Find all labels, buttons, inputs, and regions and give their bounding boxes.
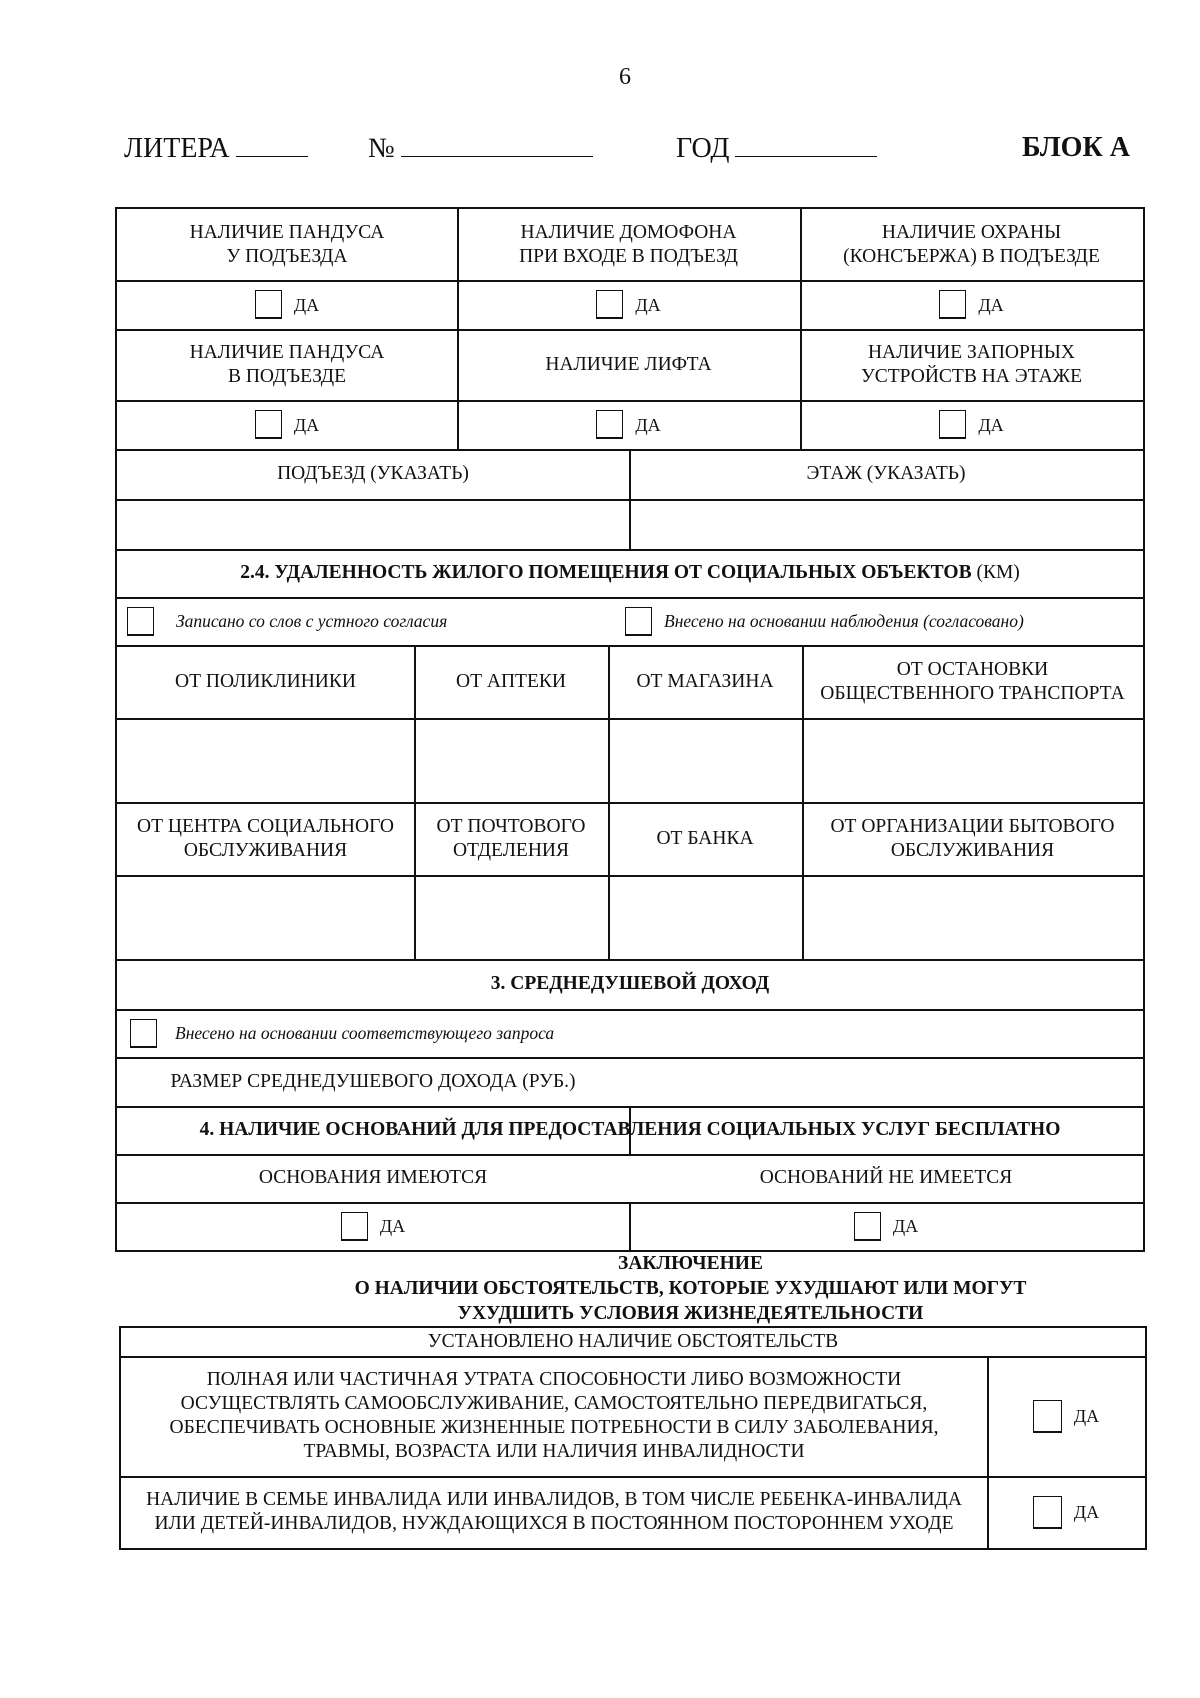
checkbox[interactable] — [939, 290, 966, 319]
established-label: УСТАНОВЛЕНО НАЛИЧИЕ ОБСТОЯТЕЛЬСТВ — [427, 1331, 839, 1352]
transport-stop-label: ОТ ОСТАНОВКИ ОБЩЕСТВЕННОГО ТРАНСПОРТА — [820, 658, 1125, 704]
elevator-label: НАЛИЧИЕ ЛИФТА — [545, 353, 712, 375]
grounds-exist-label: ОСНОВАНИЯ ИМЕЮТСЯ — [258, 1167, 488, 1188]
transport-stop-input[interactable] — [802, 718, 1143, 802]
yes-label: ДА — [1073, 1406, 1100, 1426]
year-label: ГОД — [676, 133, 730, 164]
pharmacy-input[interactable] — [414, 718, 608, 802]
litera-field[interactable] — [124, 132, 308, 165]
checkbox[interactable] — [127, 607, 154, 636]
checkbox[interactable] — [939, 410, 966, 439]
section-4-title: 4. НАЛИЧИЕ ОСНОВАНИЙ ДЛЯ ПРЕДОСТАВЛЕНИЯ СОЦИАЛЬНЫХ УСЛУГ БЕСПЛАТНО — [199, 1119, 1061, 1140]
social-center-label: ОТ ЦЕНТРА СОЦИАЛЬНОГО ОБСЛУЖИВАНИЯ — [137, 815, 394, 861]
checkbox[interactable] — [625, 607, 652, 636]
grounds-none-label: ОСНОВАНИЙ НЕ ИМЕЕТСЯ — [759, 1167, 1013, 1188]
household-service-input[interactable] — [802, 875, 1143, 959]
block-a-form — [115, 207, 1145, 1252]
polyclinic-input[interactable] — [117, 718, 414, 802]
year-field[interactable] — [676, 132, 877, 165]
number-blank[interactable] — [401, 132, 593, 157]
checkbox[interactable] — [596, 290, 623, 319]
income-label: РАЗМЕР СРЕДНЕДУШЕВОГО ДОХОДА (РУБ.) — [170, 1070, 576, 1092]
item-self-care-loss: ПОЛНАЯ ИЛИ ЧАСТИЧНАЯ УТРАТА СПОСОБНОСТИ ЛИБО ВОЗМОЖНОСТИ ОСУЩЕСТВЛЯТЬ САМООБСЛУЖИВАНИЕ, САМОСТОЯТЕЛЬНО ПЕРЕДВИГАТЬСЯ, ОБЕСПЕЧИВАТЬ ОСНОВНЫЕ ЖИЗНЕННЫЕ ПОТРЕБНОСТИ В СИЛУ ЗАБОЛЕВАНИЯ, ТРАВМЫ, ВОЗРАСТА ИЛИ НАЛИЧИЯ ИНВАЛИДНОСТИ — [169, 1369, 939, 1462]
checkbox[interactable] — [341, 1212, 368, 1241]
section-2-4-unit: (КМ) — [976, 562, 1020, 583]
floor-input[interactable] — [629, 499, 1143, 549]
number-field[interactable] — [368, 132, 593, 165]
page-number: 6 — [619, 64, 631, 90]
yes-label: ДА — [1073, 1502, 1100, 1522]
shop-label: ОТ МАГАЗИНА — [636, 670, 774, 692]
option-request[interactable] — [130, 1009, 1130, 1057]
yes-label: ДА — [978, 294, 1004, 315]
social-center-input[interactable] — [117, 875, 414, 959]
block-label: БЛОК А — [1022, 132, 1130, 163]
yes-label: ДА — [379, 1216, 406, 1236]
entrance-input[interactable] — [117, 499, 629, 549]
yes-label: ДА — [293, 414, 320, 435]
litera-label: ЛИТЕРА — [124, 133, 230, 164]
ramp-inside-yes[interactable] — [117, 400, 457, 449]
conclusion-table — [119, 1326, 1147, 1550]
income-input[interactable] — [629, 1057, 1143, 1106]
option-oral[interactable] — [127, 597, 627, 645]
elevator-yes[interactable] — [457, 400, 800, 449]
option-observation-label: Внесено на основании наблюдения (согласовано) — [664, 611, 1024, 631]
option-request-label: Внесено на основании соответствующего запроса — [175, 1023, 555, 1043]
checkbox[interactable] — [255, 290, 282, 319]
yes-label: ДА — [635, 294, 661, 315]
section-3-title: 3. СРЕДНЕДУШЕВОЙ ДОХОД — [490, 973, 770, 994]
section-2-4-title-text: 2.4. УДАЛЕННОСТЬ ЖИЛОГО ПОМЕЩЕНИЯ ОТ СОЦИАЛЬНЫХ ОБЪЕКТОВ — [240, 562, 972, 583]
yes-label: ДА — [978, 414, 1004, 435]
ramp-entrance-yes[interactable] — [117, 280, 457, 329]
option-oral-label: Записано со слов с устного согласия — [176, 611, 448, 631]
locking-devices-yes[interactable] — [800, 400, 1143, 449]
number-label: № — [368, 133, 395, 164]
post-office-input[interactable] — [414, 875, 608, 959]
yes-label: ДА — [293, 294, 320, 315]
floor-label: ЭТАЖ (УКАЗАТЬ) — [806, 463, 966, 484]
entrance-label: ПОДЪЕЗД (УКАЗАТЬ) — [277, 463, 469, 484]
grounds-none-yes[interactable] — [629, 1202, 1143, 1250]
yes-label: ДА — [635, 414, 661, 435]
checkbox[interactable] — [130, 1019, 157, 1048]
conclusion-title: ЗАКЛЮЧЕНИЕ — [618, 1253, 763, 1274]
bank-input[interactable] — [608, 875, 802, 959]
section-2-4-title — [117, 549, 1143, 597]
checkbox[interactable] — [1033, 1400, 1062, 1433]
post-office-label: ОТ ПОЧТОВОГО ОТДЕЛЕНИЯ — [436, 815, 586, 861]
pharmacy-label: ОТ АПТЕКИ — [456, 670, 566, 692]
security-yes[interactable] — [800, 280, 1143, 329]
ramp-entrance-label: НАЛИЧИЕ ПАНДУСА У ПОДЪЕЗДА — [189, 221, 385, 267]
checkbox[interactable] — [596, 410, 623, 439]
shop-input[interactable] — [608, 718, 802, 802]
checkbox[interactable] — [854, 1212, 881, 1241]
option-observation[interactable] — [625, 597, 1143, 645]
intercom-label: НАЛИЧИЕ ДОМОФОНА ПРИ ВХОДЕ В ПОДЪЕЗД — [519, 221, 738, 267]
year-blank[interactable] — [735, 132, 877, 157]
household-service-label: ОТ ОРГАНИЗАЦИИ БЫТОВОГО ОБСЛУЖИВАНИЯ — [830, 815, 1115, 861]
locking-devices-label: НАЛИЧИЕ ЗАПОРНЫХ УСТРОЙСТВ НА ЭТАЖЕ — [860, 341, 1083, 387]
grounds-exist-yes[interactable] — [117, 1202, 629, 1250]
intercom-yes[interactable] — [457, 280, 800, 329]
security-label: НАЛИЧИЕ ОХРАНЫ (КОНСЪЕРЖА) В ПОДЪЕЗДЕ — [843, 221, 1100, 267]
checkbox[interactable] — [255, 410, 282, 439]
bank-label: ОТ БАНКА — [656, 827, 754, 849]
litera-blank[interactable] — [236, 132, 308, 157]
conclusion-subtitle-2: УХУДШИТЬ УСЛОВИЯ ЖИЗНЕДЕЯТЕЛЬНОСТИ — [457, 1303, 924, 1324]
item-self-care-loss-yes[interactable] — [987, 1356, 1145, 1476]
checkbox[interactable] — [1033, 1496, 1062, 1529]
conclusion-subtitle-1: О НАЛИЧИИ ОБСТОЯТЕЛЬСТВ, КОТОРЫЕ УХУДШАЮТ ИЛИ МОГУТ — [354, 1278, 1027, 1299]
ramp-inside-label: НАЛИЧИЕ ПАНДУСА В ПОДЪЕЗДЕ — [189, 341, 385, 387]
yes-label: ДА — [892, 1216, 919, 1236]
item-disabled-family: НАЛИЧИЕ В СЕМЬЕ ИНВАЛИДА ИЛИ ИНВАЛИДОВ, В ТОМ ЧИСЛЕ РЕБЕНКА-ИНВАЛИДА ИЛИ ДЕТЕЙ-ИНВАЛИДОВ, НУЖДАЮЩИХСЯ В ПОСТОЯННОМ ПОСТОРОННЕМ УХОДЕ — [146, 1489, 962, 1534]
polyclinic-label: ОТ ПОЛИКЛИНИКИ — [175, 670, 356, 692]
item-disabled-family-yes[interactable] — [987, 1476, 1145, 1548]
